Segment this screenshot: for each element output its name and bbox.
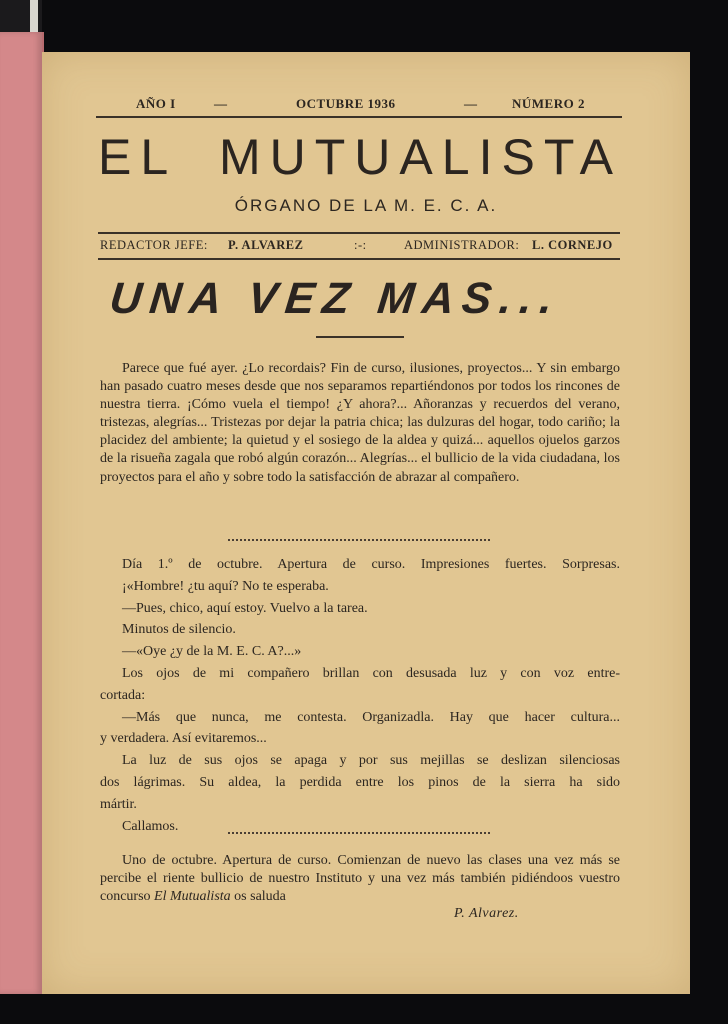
masthead-subtitle: ÓRGANO DE LA M. E. C. A. bbox=[234, 196, 498, 215]
article-headline: UNA VEZ MAS... bbox=[107, 274, 563, 323]
closing-end: os saluda bbox=[230, 889, 286, 905]
header-dash-2: — bbox=[464, 96, 478, 111]
dialogue-line: —Pues, chico, aquí estoy. Vuelvo a la tarea. bbox=[122, 600, 368, 616]
article-dialogue bbox=[100, 554, 620, 837]
newspaper-page bbox=[42, 52, 690, 994]
editors-rule-bottom bbox=[98, 258, 620, 260]
article-intro bbox=[100, 360, 620, 487]
dialogue-line: Día 1.º de octubre. Apertura de curso. Impresiones fuertes. Sorpresas. bbox=[122, 557, 620, 572]
article-closing bbox=[100, 852, 620, 906]
header-rule bbox=[96, 116, 622, 118]
closing-text: Uno de octubre. Apertura de curso. Comienzan de nuevo las clases una vez más se percibe el riente bullicio de nuestro Instituto y una vez más también pidiéndoos vuestro concurso bbox=[100, 853, 620, 905]
editors-rule-top bbox=[98, 232, 620, 234]
dialogue-line: ¡«Hombre! ¿tu aquí? No te esperaba. bbox=[122, 578, 329, 594]
closing-publication-name: El Mutualista bbox=[154, 889, 231, 905]
dialogue-line: Minutos de silencio. bbox=[122, 622, 236, 638]
header-issue: NÚMERO 2 bbox=[512, 96, 585, 111]
header-dash-1: — bbox=[214, 96, 228, 111]
editor-admin-name: L. CORNEJO bbox=[532, 238, 613, 252]
editors-separator: :-: bbox=[354, 238, 367, 252]
headline-underline bbox=[316, 336, 404, 338]
dialogue-line: —«Oye ¿y de la M. E. C. A?...» bbox=[122, 644, 302, 660]
editor-chief-name: P. ALVAREZ bbox=[228, 238, 304, 252]
section-divider-2 bbox=[228, 832, 490, 834]
editor-admin-label: ADMINISTRADOR: bbox=[404, 238, 520, 252]
header-date: OCTUBRE 1936 bbox=[296, 96, 396, 111]
intro-paragraph: Parece que fué ayer. ¿Lo recordais? Fin de curso, ilusiones, proyectos... Y sin embargo han pasado cuatro meses desde que nos separamos repartiéndonos por todos los rincones de nuestra tierra. ¡Cómo vuela el tiempo! ¿Y ahora?... Añoranzas y recuerdos del verano, tristezas, alegrías... Tristezas por dejar la patria chica; las dulzuras del hogar, todo cariño; la placidez del ambiente; la quietud y el sosiego de la aldea y quizá... aquellos ojuelos garzos de la risueña zagala que robó algún corazón... Alegrías... el bullicio de la vida ciudadana, los proyectos para el año y sobre todo la satisfacción de abrazar al compañero. bbox=[100, 361, 620, 485]
dialogue-line: dos lágrimas. Su aldea, la perdida entre los pinos de la sierra ha sido bbox=[100, 774, 620, 790]
dialogue-line: y verdadera. Así evitaremos... bbox=[100, 731, 267, 747]
dialogue-line: cortada: bbox=[100, 687, 146, 703]
dialogue-line: mártir. bbox=[100, 796, 137, 812]
editor-chief-label: REDACTOR JEFE: bbox=[100, 238, 208, 252]
dialogue-line: Callamos. bbox=[122, 818, 179, 834]
masthead-title: EL MUTUALISTA bbox=[98, 129, 622, 185]
closing-paragraph bbox=[100, 852, 620, 906]
article-signature: P. Alvarez. bbox=[454, 906, 519, 921]
dialogue-line: La luz de sus ojos se apaga y por sus mejillas se deslizan silenciosas bbox=[122, 753, 620, 769]
section-divider-1 bbox=[228, 539, 490, 541]
book-spine bbox=[0, 32, 44, 994]
dialogue-line: —Más que nunca, me contesta. Organizadla. Hay que hacer cultura... bbox=[122, 709, 620, 725]
dialogue-line: Los ojos de mi compañero brillan con desusada luz y con voz entre- bbox=[122, 665, 620, 681]
header-year: AÑO I bbox=[136, 96, 176, 111]
